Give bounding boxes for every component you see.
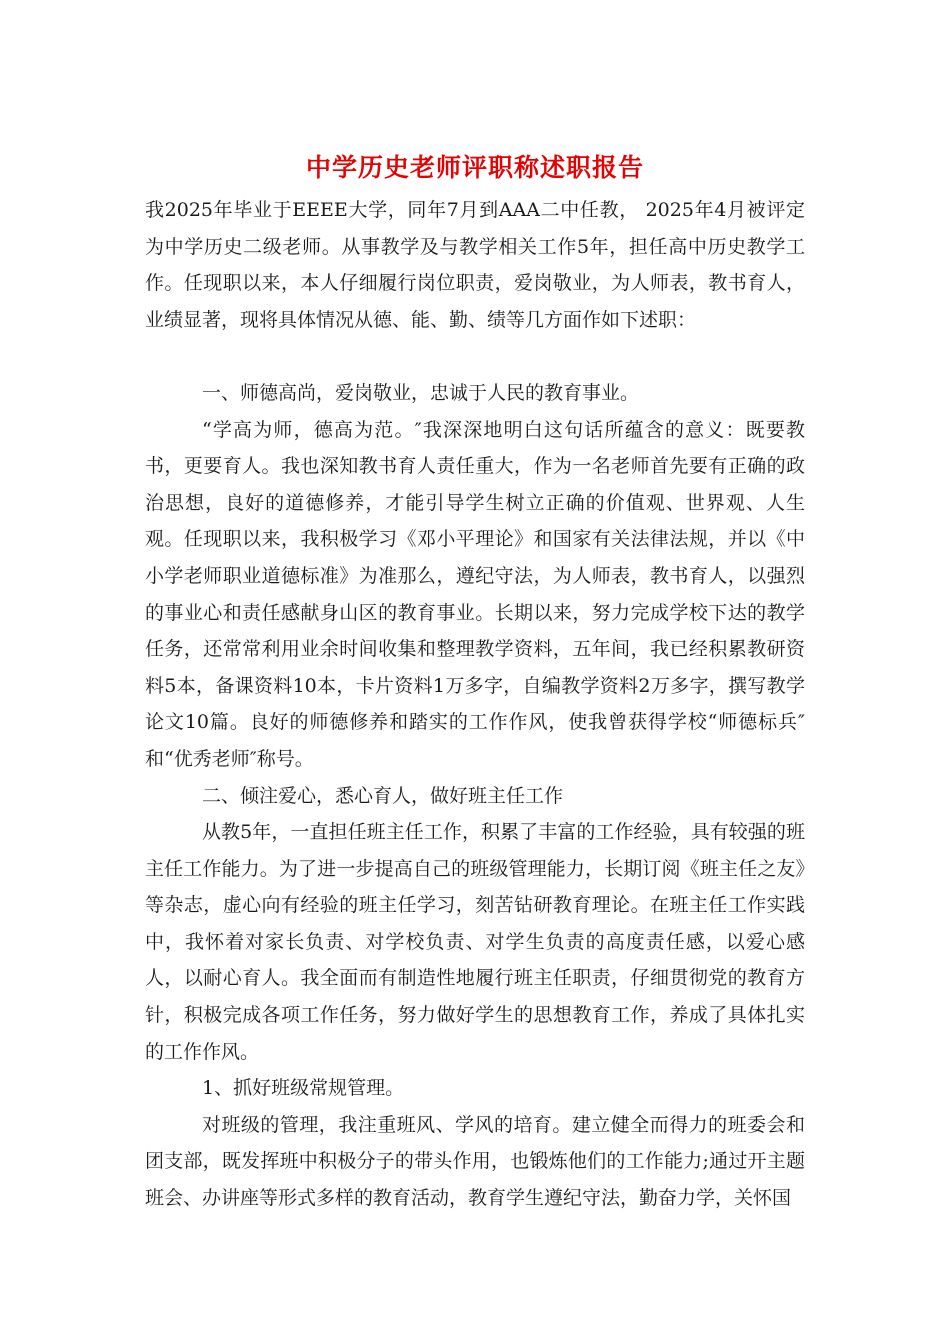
document-body <box>145 192 805 1217</box>
section-heading-2: 二、倾注爱心，悉心育人，做好班主任工作 <box>202 784 564 807</box>
subsection-heading-1: 1、抓好班级常规管理。 <box>202 1077 405 1100</box>
subsection-1-paragraph: 对班级的管理，我注重班风、学风的培育。建立健全而得力的班委会和团支部，既发挥班中积极分子的带头作用，也锻炼他们的工作能力;通过开主题班会、办讲座等形式多样的教育活动，教育学生遵纪守法，勤奋力学，关怀国 <box>145 1113 805 1210</box>
paragraph-spacer <box>145 338 805 375</box>
intro-paragraph: 我2025年毕业于EEEE大学，同年7月到AAA二中任教， 2025年4月被评定为中学历史二级老师。从事教学及与教学相关工作5年，担任高中历史教学工作。任现职以来，本人仔细履行岗位职责，爱岗敬业，为人师表，教书育人，业绩显著，现将具体情况从德、能、勤、绩等几方面作如下述职： <box>145 199 805 331</box>
section-1-paragraph: “学高为师，德高为范。″我深深地明白这句话所蕴含的意义：既要教书，更要育人。我也深知教书育人责任重大，作为一名老师首先要有正确的政治思想，良好的道德修养，才能引导学生树立正确的价值观、世界观、人生观。任现职以来，我积极学习《邓小平理论》和国家有关法律法规，并以《中小学老师职业道德标准》为准那么，遵纪守法，为人师表，教书育人，以强烈的事业心和责任感献身山区的教育事业。长期以来，努力完成学校下达的教学任务，还常常利用业余时间收集和整理教学资料，五年间，我已经积累教研资料5本，备课资料10本，卡片资料1万多字，自编教学资料2万多字，撰写教学论文10篇。良好的师德修养和踏实的工作作风，使我曾获得学校“师德标兵″和“优秀老师″称号。 <box>145 418 805 770</box>
document-title: 中学历史老师评职称述职报告 <box>305 153 644 182</box>
section-2-paragraph: 从教5年，一直担任班主任工作，积累了丰富的工作经验，具有较强的班主任工作能力。为了进一步提高自己的班级管理能力，长期订阅《班主任之友》等杂志，虚心向有经验的班主任学习，刻苦钻研教育理论。在班主任工作实践中，我怀着对家长负责、对学校负责、对学生负责的高度责任感，以爱心感人，以耐心育人。我全面而有制造性地履行班主任职责，仔细贯彻党的教育方针，积极完成各项工作任务，努力做好学生的思想教育工作，养成了具体扎实的工作作风。 <box>145 821 805 1063</box>
section-heading-1: 一、师德高尚，爱岗敬业，忠诚于人民的教育事业。 <box>202 381 640 404</box>
